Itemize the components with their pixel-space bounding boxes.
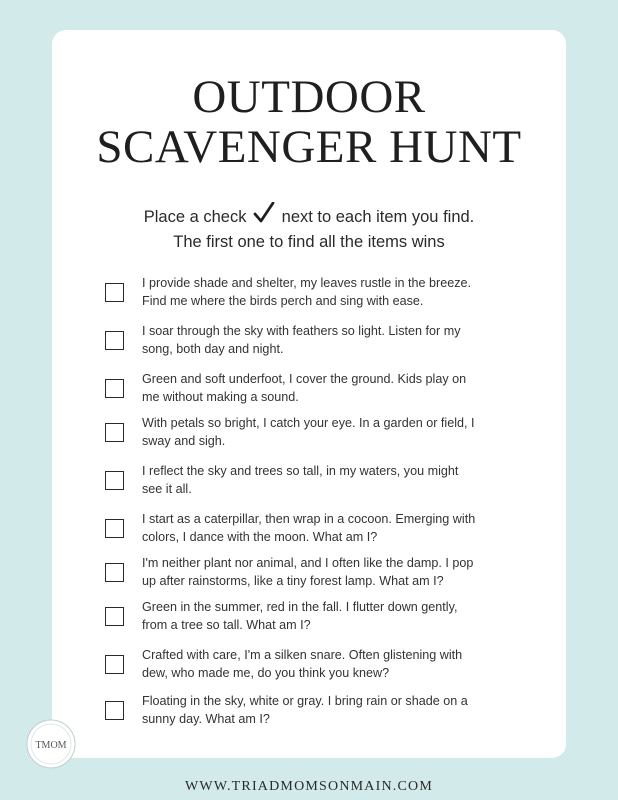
item-checkbox[interactable]	[105, 607, 124, 626]
list-item	[52, 322, 566, 366]
list-item	[52, 598, 566, 642]
instruction-before-check: Place a check	[143, 208, 247, 226]
footer-website[interactable]: WWW.TRIADMOMSONMAIN.COM	[185, 779, 433, 794]
title-line-2: SCAVENGER HUNT	[96, 121, 522, 173]
item-text: With petals so bright, I catch your eye. In a garden or field, I sway and sigh.	[142, 416, 475, 448]
item-text: I reflect the sky and trees so tall, in my waters, you might see it all.	[142, 464, 459, 496]
list-item	[52, 414, 566, 458]
list-item	[52, 510, 566, 554]
item-text: I start as a caterpillar, then wrap in a cocoon. Emerging with colors, I dance with the moon. What am I?	[142, 512, 476, 544]
item-checkbox[interactable]	[105, 331, 124, 350]
item-checkbox[interactable]	[105, 283, 124, 302]
worksheet-card	[52, 30, 566, 758]
item-text: I soar through the sky with feathers so light. Listen for my song, both day and night.	[142, 324, 461, 356]
item-text: Floating in the sky, white or gray. I bring rain or shade on a sunny day. What am I?	[142, 694, 468, 726]
list-item	[52, 274, 566, 318]
item-text: I provide shade and shelter, my leaves rustle in the breeze. Find me where the birds perch and sing with ease.	[142, 276, 472, 308]
item-checkbox[interactable]	[105, 471, 124, 490]
checkmark-icon	[253, 202, 275, 224]
item-text: Green in the summer, red in the fall. I flutter down gently, from a tree so tall. What am I?	[142, 600, 458, 632]
list-item	[52, 370, 566, 414]
item-checkbox[interactable]	[105, 519, 124, 538]
item-checkbox[interactable]	[105, 379, 124, 398]
item-checkbox[interactable]	[105, 563, 124, 582]
list-item	[52, 692, 566, 736]
tmom-logo	[25, 718, 77, 770]
item-text: I'm neither plant nor animal, and I often like the damp. I pop up after rainstorms, like a tiny forest lamp. What am I?	[142, 556, 474, 588]
instruction-line-2: The first one to find all the items wins	[173, 233, 445, 251]
list-item	[52, 462, 566, 506]
item-checkbox[interactable]	[105, 423, 124, 442]
instruction-line-1	[52, 202, 566, 229]
logo-text: TMOM	[35, 740, 67, 751]
title-line-1: OUTDOOR	[192, 71, 426, 123]
item-checkbox[interactable]	[105, 701, 124, 720]
item-text: Crafted with care, I'm a silken snare. Often glistening with dew, who made me, do you think you knew?	[142, 648, 463, 680]
list-item	[52, 646, 566, 690]
item-checkbox[interactable]	[105, 655, 124, 674]
list-item	[52, 554, 566, 598]
item-text: Green and soft underfoot, I cover the ground. Kids play on me without making a sound.	[142, 372, 467, 404]
instruction-after-check: next to each item you find.	[281, 208, 475, 226]
